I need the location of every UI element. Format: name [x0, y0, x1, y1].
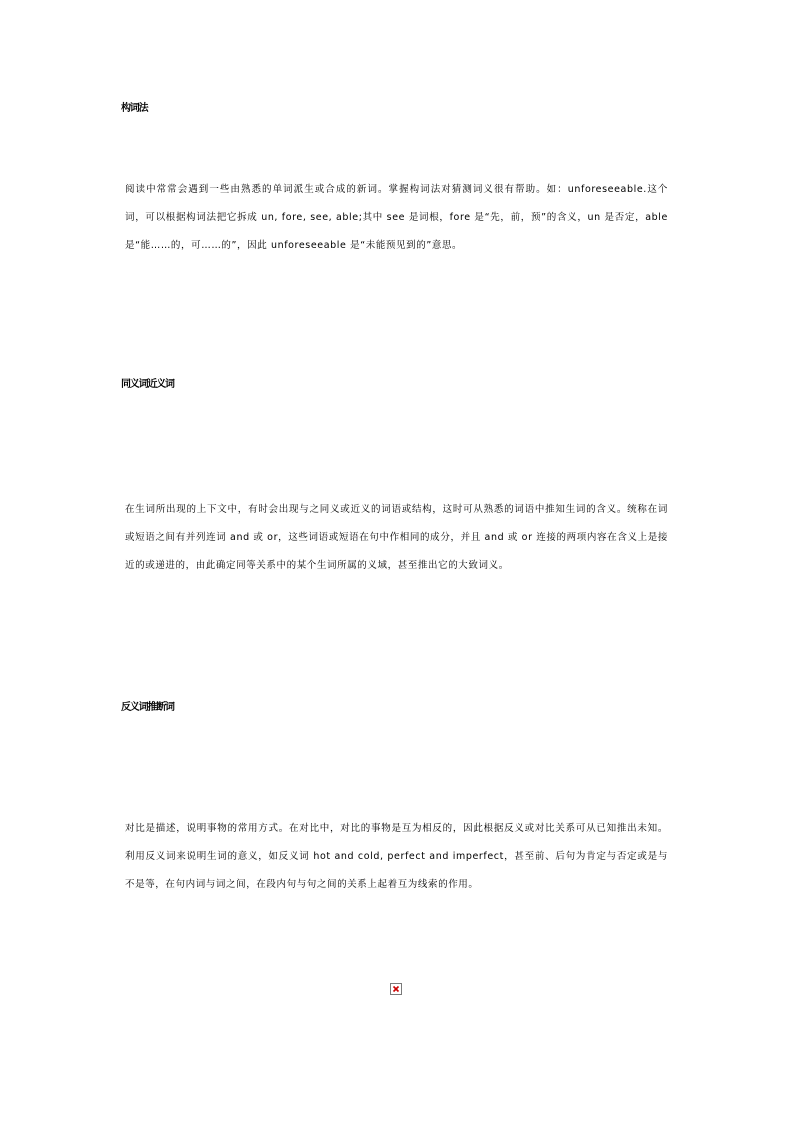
broken-image-icon [390, 983, 402, 995]
heading-synonyms: 同义词近义词 [121, 379, 174, 390]
heading-word-formation: 构词法 [121, 103, 148, 114]
heading-antonyms: 反义词推断词 [121, 702, 174, 713]
paragraph-antonyms: 对比是描述，说明事物的常用方式。在对比中，对比的事物是互为相反的，因此根据反义或对比关系可从已知推出未知。利用反义词来说明生词的意义，如反义词 hot and cold, perfect and imperfect，甚至前、后句为肯定与否定或是与不是等，在句内词与词之间，在段内句与句之间的关系上起着互为线索的作用。 [125, 823, 668, 890]
broken-image-cross [391, 984, 401, 994]
paragraph-synonyms: 在生词所出现的上下文中，有时会出现与之同义或近义的词语或结构，这时可从熟悉的词语中推知生词的含义。统称在词或短语之间有并列连词 and 或 or，这些词语或短语在句中作相同的成分，并且 and 或 or 连接的两项内容在含义上是接近的或递进的，由此确定同等关系中的某个生词所属的义域，甚至推出它的大致词义。 [125, 504, 668, 571]
paragraph-word-formation: 阅读中常常会遇到一些由熟悉的单词派生或合成的新词。掌握构词法对猜测词义很有帮助。如：unforeseeable.这个词，可以根据构词法把它拆成 un, fore, see, able;其中 see 是词根，fore 是“先，前，预”的含义，un 是否定，able 是“能……的，可……的”，因此 unforeseeable 是“未能预见到的”意思。 [125, 184, 668, 251]
